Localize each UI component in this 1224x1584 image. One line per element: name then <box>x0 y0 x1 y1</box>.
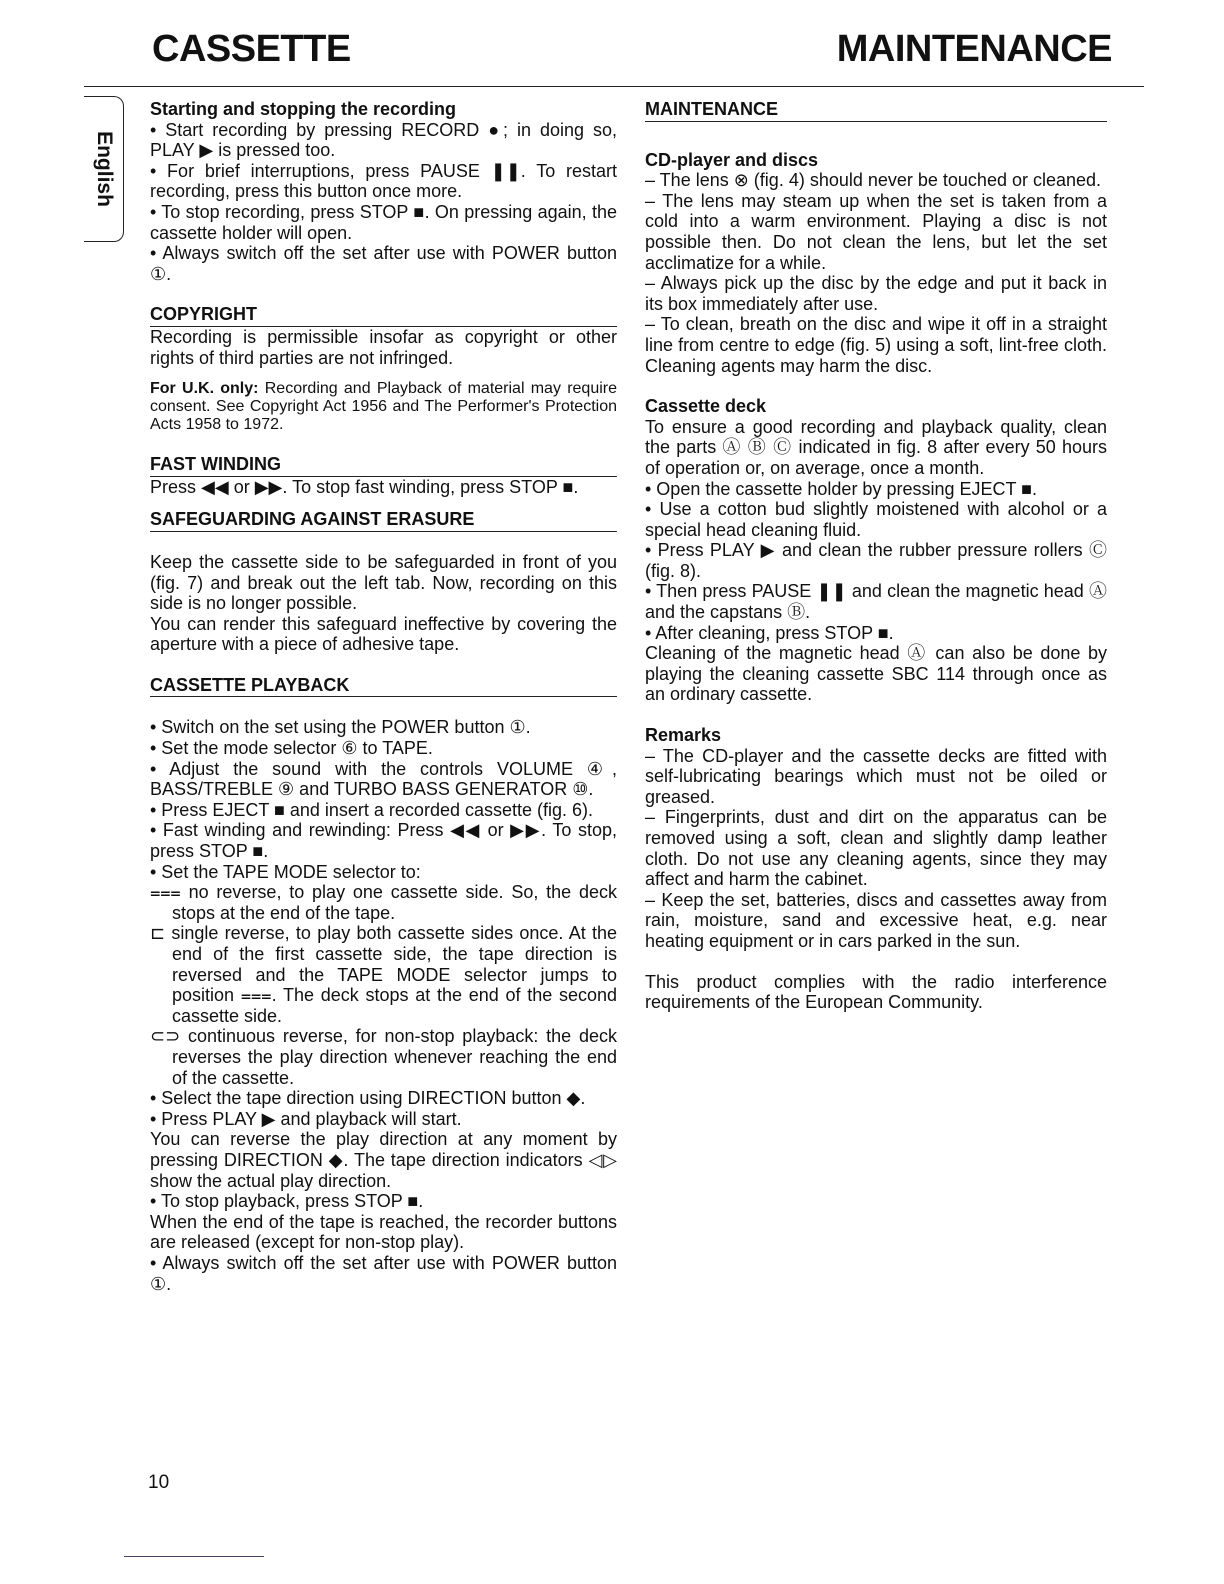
direction-text: You can reverse the play direction at any moment by pressing DIRECTION ◆. The tape direction indicators ◁▷ show the actual play direction. <box>150 1129 617 1191</box>
playback-heading: CASSETTE PLAYBACK <box>150 675 617 698</box>
playback-item: • Set the TAPE MODE selector to: <box>150 861 421 882</box>
page-title-right: MAINTENANCE <box>836 28 1112 70</box>
header-rule <box>84 86 1144 87</box>
recording-item: • Start recording by pressing RECORD ●; in doing so, PLAY ▶ is pressed too. <box>150 119 617 161</box>
uk-note-text: Recording and Playback of material may require consent. See Copyright Act 1956 and The Performer's Protection Acts 1958 to 1972. <box>150 380 618 434</box>
compliance-text: This product complies with the radio interference requirements of the European Community. <box>645 971 1107 1013</box>
cd-item: – To clean, breath on the disc and wipe it off in a straight line from centre to edge (fig. 5) using a soft, lint-free cloth. Cleaning agents may harm the disc. <box>645 314 1107 376</box>
language-tab-label: English <box>92 131 116 207</box>
language-tab <box>84 96 124 242</box>
playback-item: • Switch on the set using the POWER button ①. <box>150 717 531 738</box>
safeguarding-text: Keep the cassette side to be safeguarded in front of you (fig. 7) and break out the left tab. Now, recording on this side is no longer possible. <box>150 551 617 614</box>
playback-item: • Press PLAY ▶ and playback will start. <box>150 1108 462 1129</box>
cassette-deck-heading: Cassette deck <box>645 396 767 417</box>
tape-mode-option: ⊂⊃ continuous reverse, for non-stop playback: the deck reverses the play direction whenever reaching the end of the cassette. <box>150 1026 617 1088</box>
copyright-text: Recording is permissible insofar as copyright or other rights of third parties are not infringed. <box>150 326 617 368</box>
cassette-deck-item: • Open the cassette holder by pressing EJECT ■. <box>645 478 1038 499</box>
cassette-deck-item: • After cleaning, press STOP ■. <box>645 622 894 643</box>
playback-item: • To stop playback, press STOP ■. <box>150 1191 424 1212</box>
tape-mode-option: ⊏ single reverse, to play both cassette sides once. At the end of the first cassette side, the tape direction is reversed and the TAPE MODE selector jumps to position ⩶. The deck stops at the end of the second cassette side. <box>150 923 617 1026</box>
tape-mode-option: ⩶ no reverse, to play one cassette side. So, the deck stops at the end of the tape. <box>150 882 617 923</box>
uk-note <box>150 380 617 434</box>
recording-item: • Always switch off the set after use with POWER button ①. <box>150 243 617 284</box>
safeguarding-text: You can render this safeguard ineffective by covering the aperture with a piece of adhesive tape. <box>150 613 617 655</box>
cd-item: – Always pick up the disc by the edge and put it back in its box immediately after use. <box>645 273 1107 314</box>
playback-item: • Adjust the sound with the controls VOLUME ④, BASS/TREBLE ⑨ and TURBO BASS GENERATOR ⑩. <box>150 758 617 800</box>
remarks-heading: Remarks <box>645 725 722 746</box>
remarks-item: – The CD-player and the cassette decks are fitted with self-lubricating bearings which must not be oiled or greased. <box>645 745 1107 807</box>
playback-item: • Always switch off the set after use with POWER button ①. <box>150 1252 617 1294</box>
safeguarding-heading: SAFEGUARDING AGAINST ERASURE <box>150 509 617 532</box>
cassette-deck-outro: Cleaning of the magnetic head Ⓐ can also be done by playing the cleaning cassette SBC 114 through once as an ordinary cassette. <box>645 643 1107 705</box>
page-title-left: CASSETTE <box>152 28 351 70</box>
page-number: 10 <box>148 1472 170 1493</box>
uk-note-label: For U.K. only: <box>150 380 259 398</box>
cd-item: – The lens ⊗ (fig. 4) should never be touched or cleaned. <box>645 170 1102 191</box>
remarks-item: – Keep the set, batteries, discs and cassettes away from rain, moisture, sand and excessive heat, e.g. near heating equipment or in cars parked in the sun. <box>645 889 1107 951</box>
playback-item: • Press EJECT ■ and insert a recorded cassette (fig. 6). <box>150 799 594 820</box>
cassette-deck-item: • Press PLAY ▶ and clean the rubber pressure rollers Ⓒ (fig. 8). <box>645 540 1107 581</box>
recording-heading: Starting and stopping the recording <box>150 99 456 119</box>
playback-item: • Select the tape direction using DIRECTION button ◆. <box>150 1088 586 1109</box>
footer-rule <box>124 1556 264 1557</box>
remarks-item: – Fingerprints, dust and dirt on the apparatus can be removed using a soft, clean and slightly damp leather cloth. Do not use any cleaning agents, since they may affect and harm the cabinet. <box>645 807 1107 890</box>
cd-heading: CD-player and discs <box>645 149 819 170</box>
playback-item: • Set the mode selector ⑥ to TAPE. <box>150 738 433 759</box>
left-column <box>150 99 617 1294</box>
fast-winding-text: Press ◀◀ or ▶▶. To stop fast winding, press STOP ■. <box>150 476 579 497</box>
recording-item: • To stop recording, press STOP ■. On pressing again, the cassette holder will open. <box>150 201 617 243</box>
recording-item: • For brief interruptions, press PAUSE ❚❚. To restart recording, press this button once more. <box>150 160 617 202</box>
maintenance-heading: MAINTENANCE <box>645 99 1107 122</box>
end-of-tape-text: When the end of the tape is reached, the recorder buttons are released (except for non-stop play). <box>150 1211 617 1253</box>
copyright-heading: COPYRIGHT <box>150 304 617 327</box>
fast-winding-heading: FAST WINDING <box>150 454 617 477</box>
cassette-deck-intro: To ensure a good recording and playback quality, clean the parts Ⓐ Ⓑ Ⓒ indicated in fig. 8 after every 50 hours of operation or, on average, once a month. <box>645 416 1107 478</box>
right-column <box>645 99 1107 1013</box>
playback-item: • Fast winding and rewinding: Press ◀◀ or ▶▶. To stop, press STOP ■. <box>150 820 617 862</box>
cassette-deck-item: • Then press PAUSE ❚❚ and clean the magnetic head Ⓐ and the capstans Ⓑ. <box>645 581 1107 623</box>
cd-item: – The lens may steam up when the set is taken from a cold into a warm environment. Playing a disc is not possible then. Do not clean the lens, but let the set acclimatize for a while. <box>645 190 1107 273</box>
cassette-deck-item: • Use a cotton bud slightly moistened with alcohol or a special head cleaning fluid. <box>645 499 1107 540</box>
